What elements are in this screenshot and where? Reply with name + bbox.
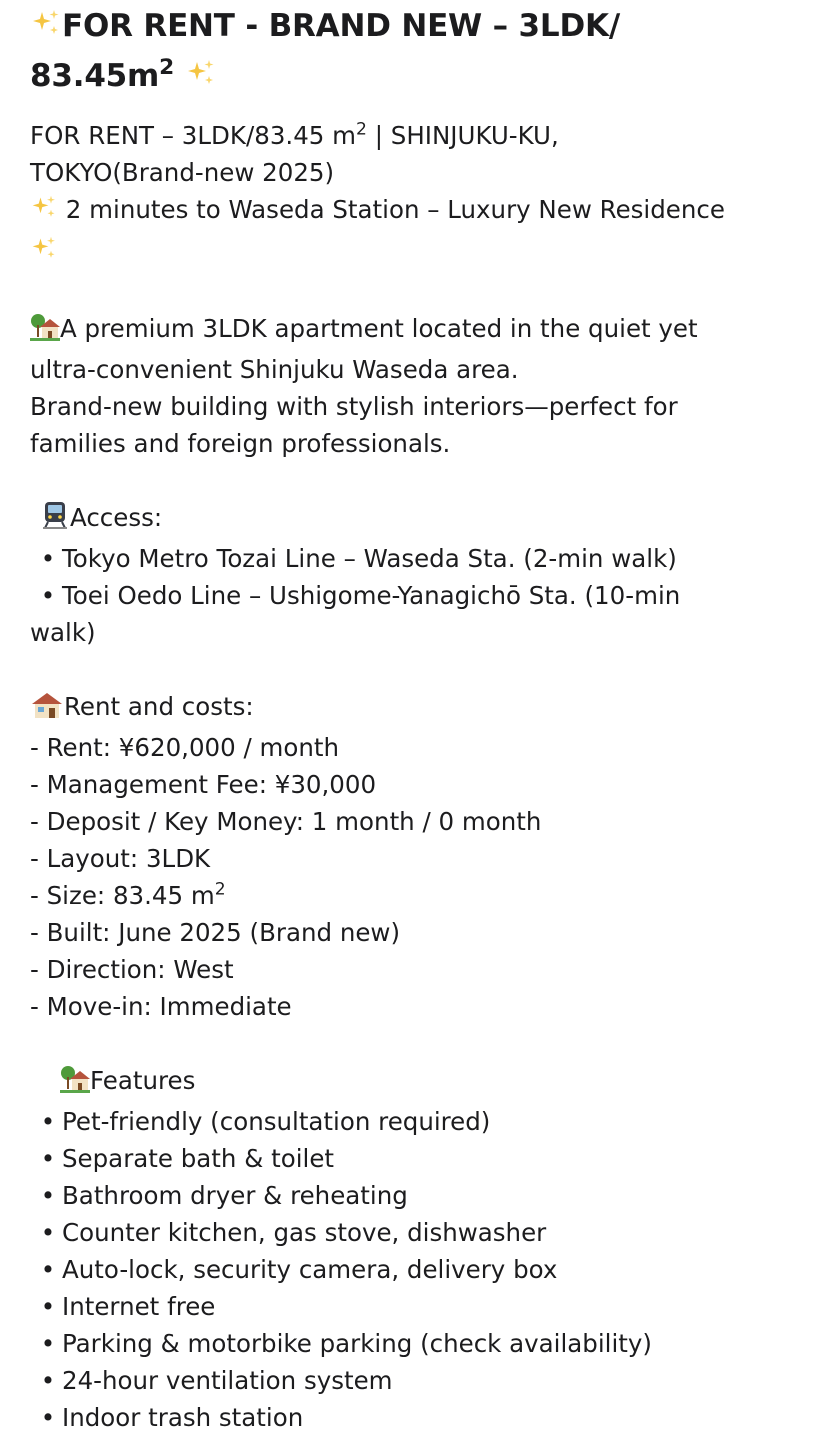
bullet-icon: • bbox=[40, 1329, 56, 1358]
bullet-icon: • bbox=[40, 1403, 56, 1432]
features-heading-text: Features bbox=[90, 1066, 196, 1095]
feature-item bbox=[30, 1362, 805, 1399]
cost-management-fee: - Management Fee: ¥30,000 bbox=[30, 770, 377, 799]
feature-item-text: Parking & motorbike parking (check availability) bbox=[62, 1329, 652, 1358]
bullet-icon: • bbox=[40, 1218, 56, 1247]
intro-text-1b: | SHINJUKU-KU, bbox=[366, 121, 559, 150]
cost-size-text: - Size: 83.45 m bbox=[30, 881, 215, 910]
description-text-1: A premium 3LDK apartment located in the quiet yet bbox=[60, 314, 698, 343]
costs-heading-text: Rent and costs: bbox=[64, 692, 254, 721]
feature-item bbox=[30, 1288, 805, 1325]
description-line-4: families and foreign professionals. bbox=[30, 429, 451, 458]
feature-item-text: Pet-friendly (consultation required) bbox=[62, 1107, 491, 1136]
feature-item bbox=[30, 1140, 805, 1177]
intro-text-3: 2 minutes to Waseda Station – Luxury New Residence bbox=[58, 195, 725, 224]
sparkles-icon bbox=[30, 235, 58, 273]
bullet-icon: • bbox=[40, 581, 56, 610]
bullet-icon: • bbox=[40, 544, 56, 573]
feature-item-text: Indoor trash station bbox=[62, 1403, 304, 1432]
cost-layout: - Layout: 3LDK bbox=[30, 844, 211, 873]
spacer bbox=[30, 273, 805, 310]
intro-superscript: 2 bbox=[356, 119, 367, 140]
sparkles-icon bbox=[30, 194, 58, 232]
title-text-2: 83.45m bbox=[30, 58, 160, 94]
title-superscript: 2 bbox=[159, 55, 175, 81]
feature-item-text: Bathroom dryer & reheating bbox=[62, 1181, 408, 1210]
train-icon bbox=[40, 500, 70, 540]
feature-item bbox=[30, 1177, 805, 1214]
spacer bbox=[30, 1025, 805, 1062]
bullet-icon: • bbox=[40, 1366, 56, 1395]
feature-item-text: Separate bath & toilet bbox=[62, 1144, 335, 1173]
bullet-icon: • bbox=[40, 1107, 56, 1136]
access-heading bbox=[30, 499, 805, 540]
intro-text-1a: FOR RENT – 3LDK/83.45 m bbox=[30, 121, 357, 150]
costs-heading bbox=[30, 688, 805, 729]
feature-item bbox=[30, 1103, 805, 1140]
feature-item-text: Auto-lock, security camera, delivery box bbox=[62, 1255, 558, 1284]
bullet-icon: • bbox=[40, 1292, 56, 1321]
description-line-1 bbox=[30, 310, 805, 351]
description-line-2: ultra-convenient Shinjuku Waseda area. bbox=[30, 355, 519, 384]
bullet-icon: • bbox=[40, 1144, 56, 1173]
feature-item-text: Internet free bbox=[62, 1292, 216, 1321]
description-line-3: Brand-new building with stylish interiors—perfect for bbox=[30, 392, 678, 421]
cost-move-in: - Move-in: Immediate bbox=[30, 992, 292, 1021]
house-with-garden-icon bbox=[30, 313, 60, 351]
access-item-wrap: walk) bbox=[30, 618, 96, 647]
access-item-text: Tokyo Metro Tozai Line – Waseda Sta. (2-min walk) bbox=[62, 544, 677, 573]
cost-deposit: - Deposit / Key Money: 1 month / 0 month bbox=[30, 807, 542, 836]
access-item bbox=[30, 540, 805, 577]
spacer bbox=[30, 462, 805, 499]
cost-direction: - Direction: West bbox=[30, 955, 234, 984]
cost-built: - Built: June 2025 (Brand new) bbox=[30, 918, 401, 947]
access-item bbox=[30, 577, 805, 614]
intro-line-1 bbox=[30, 117, 805, 154]
cost-rent: - Rent: ¥620,000 / month bbox=[30, 733, 340, 762]
bullet-icon: • bbox=[40, 1255, 56, 1284]
house-with-garden-icon bbox=[60, 1065, 90, 1103]
feature-item bbox=[30, 1399, 805, 1436]
listing-body bbox=[30, 117, 805, 1436]
cost-size bbox=[30, 877, 805, 914]
feature-item bbox=[30, 1214, 805, 1251]
access-item-text: Toei Oedo Line – Ushigome-Yanagichō Sta. (10-min bbox=[62, 581, 681, 610]
features-heading bbox=[30, 1062, 805, 1103]
sparkles-icon bbox=[185, 57, 217, 103]
bullet-icon: • bbox=[40, 1181, 56, 1210]
title-text-1: FOR RENT - BRAND NEW – 3LDK/ bbox=[62, 8, 620, 44]
title-line-1 bbox=[30, 3, 805, 53]
spacer bbox=[30, 651, 805, 688]
access-heading-text: Access: bbox=[70, 503, 163, 532]
sparkles-icon bbox=[30, 7, 62, 53]
intro-line-4 bbox=[30, 232, 805, 273]
feature-item-text: Counter kitchen, gas stove, dishwasher bbox=[62, 1218, 547, 1247]
feature-item bbox=[30, 1325, 805, 1362]
intro-line-3 bbox=[30, 191, 805, 232]
feature-item-text: 24-hour ventilation system bbox=[62, 1366, 393, 1395]
feature-item bbox=[30, 1251, 805, 1288]
listing-title bbox=[30, 0, 805, 103]
title-line-2 bbox=[30, 53, 805, 103]
cost-size-superscript: 2 bbox=[214, 879, 226, 900]
house-icon bbox=[30, 691, 64, 729]
intro-line-2: TOKYO(Brand-new 2025) bbox=[30, 158, 335, 187]
